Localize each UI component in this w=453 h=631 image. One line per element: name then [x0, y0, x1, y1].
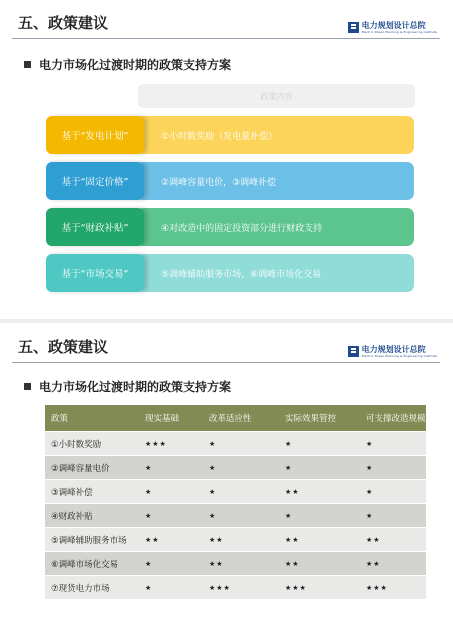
rating-cell: ★★	[139, 528, 203, 552]
policy-row-label: 基于“发电计划”	[46, 116, 144, 154]
policy-row-label: 基于“财政补贴”	[46, 208, 144, 246]
policy-name-cell: ①小时数奖励	[45, 432, 139, 456]
institute-logo	[348, 345, 437, 358]
rating-cell: ★	[139, 480, 203, 504]
bullet-square-icon	[24, 61, 31, 68]
institute-logo	[348, 21, 437, 34]
rating-cell: ★★	[203, 528, 279, 552]
policy-row-label: 基于“固定价格”	[46, 162, 144, 200]
policy-row-fiscal-subsidy	[46, 208, 414, 246]
column-header: 可支撑改造规模	[360, 405, 426, 432]
policy-name-cell: ②调峰容量电价	[45, 456, 139, 480]
rating-cell: ★	[139, 504, 203, 528]
table-row	[45, 480, 426, 504]
rating-cell: ★★	[360, 552, 426, 576]
rating-cell: ★	[203, 432, 279, 456]
slide-title: 五、政策建议	[18, 14, 109, 32]
logo-subtitle: Electric Power Planning & Engineering Institute	[361, 30, 437, 34]
policy-row-content: ④对改造中的固定投资部分进行财政支持	[136, 208, 414, 246]
policy-row-label: 基于“市场交易”	[46, 254, 144, 292]
slide-divider	[0, 319, 453, 323]
table-row	[45, 528, 426, 552]
column-header: 改革适应性	[203, 405, 279, 432]
policy-content-header: 政策内容	[138, 84, 415, 108]
policy-name-cell: ③调峰补偿	[45, 480, 139, 504]
policy-evaluation-table	[45, 405, 426, 599]
rating-cell: ★	[139, 552, 203, 576]
rating-cell: ★	[203, 456, 279, 480]
policy-name-cell: ④财政补贴	[45, 504, 139, 528]
rating-cell: ★★★	[139, 432, 203, 456]
policy-row-content: ⑤调峰辅助服务市场，⑥调峰市场化交易	[136, 254, 414, 292]
rating-cell: ★★★	[279, 576, 360, 600]
rating-cell: ★	[203, 480, 279, 504]
table-row	[45, 552, 426, 576]
rating-cell: ★	[139, 456, 203, 480]
slide-title: 五、政策建议	[18, 338, 109, 356]
rating-cell: ★★	[279, 528, 360, 552]
title-divider	[12, 38, 440, 39]
logo-subtitle: Electric Power Planning & Engineering Institute	[361, 354, 437, 358]
policy-row-fixed-price	[46, 162, 414, 200]
rating-cell: ★★★	[360, 576, 426, 600]
institute-logo-icon	[348, 346, 359, 357]
rating-cell: ★★	[203, 552, 279, 576]
rating-cell: ★★	[360, 528, 426, 552]
section-subheading	[24, 56, 231, 73]
rating-cell: ★	[360, 432, 426, 456]
logo-name: 电力规划设计总院	[361, 21, 426, 30]
column-header: 现实基础	[139, 405, 203, 432]
policy-name-cell: ⑥调峰市场化交易	[45, 552, 139, 576]
table-row	[45, 432, 426, 456]
rating-cell: ★	[360, 456, 426, 480]
table-row	[45, 576, 426, 600]
policy-row-content: ②调峰容量电价，③调峰补偿	[136, 162, 414, 200]
rating-cell: ★	[279, 432, 360, 456]
institute-logo-icon	[348, 22, 359, 33]
section-subheading	[24, 378, 231, 395]
table-header-row	[45, 405, 426, 432]
rating-cell: ★★	[279, 480, 360, 504]
rating-cell: ★	[360, 504, 426, 528]
column-header: 政策	[45, 405, 139, 432]
rating-cell: ★	[203, 504, 279, 528]
policy-row-generation-plan	[46, 116, 414, 154]
logo-name: 电力规划设计总院	[361, 345, 426, 354]
policy-name-cell: ⑤调峰辅助服务市场	[45, 528, 139, 552]
subheading-text: 电力市场化过渡时期的政策支持方案	[39, 380, 232, 394]
rating-cell: ★★	[279, 552, 360, 576]
rating-cell: ★★★	[203, 576, 279, 600]
rating-cell: ★	[279, 456, 360, 480]
table-row	[45, 504, 426, 528]
table-row	[45, 456, 426, 480]
rating-cell: ★	[139, 576, 203, 600]
policy-name-cell: ⑦现货电力市场	[45, 576, 139, 600]
subheading-text: 电力市场化过渡时期的政策支持方案	[39, 58, 232, 72]
bullet-square-icon	[24, 383, 31, 390]
rating-cell: ★	[279, 504, 360, 528]
policy-row-content: ①小时数奖励（发电量补偿）	[136, 116, 414, 154]
column-header: 实际效果管控	[279, 405, 360, 432]
title-divider	[12, 362, 440, 363]
policy-row-market-trading	[46, 254, 414, 292]
rating-cell: ★	[360, 480, 426, 504]
